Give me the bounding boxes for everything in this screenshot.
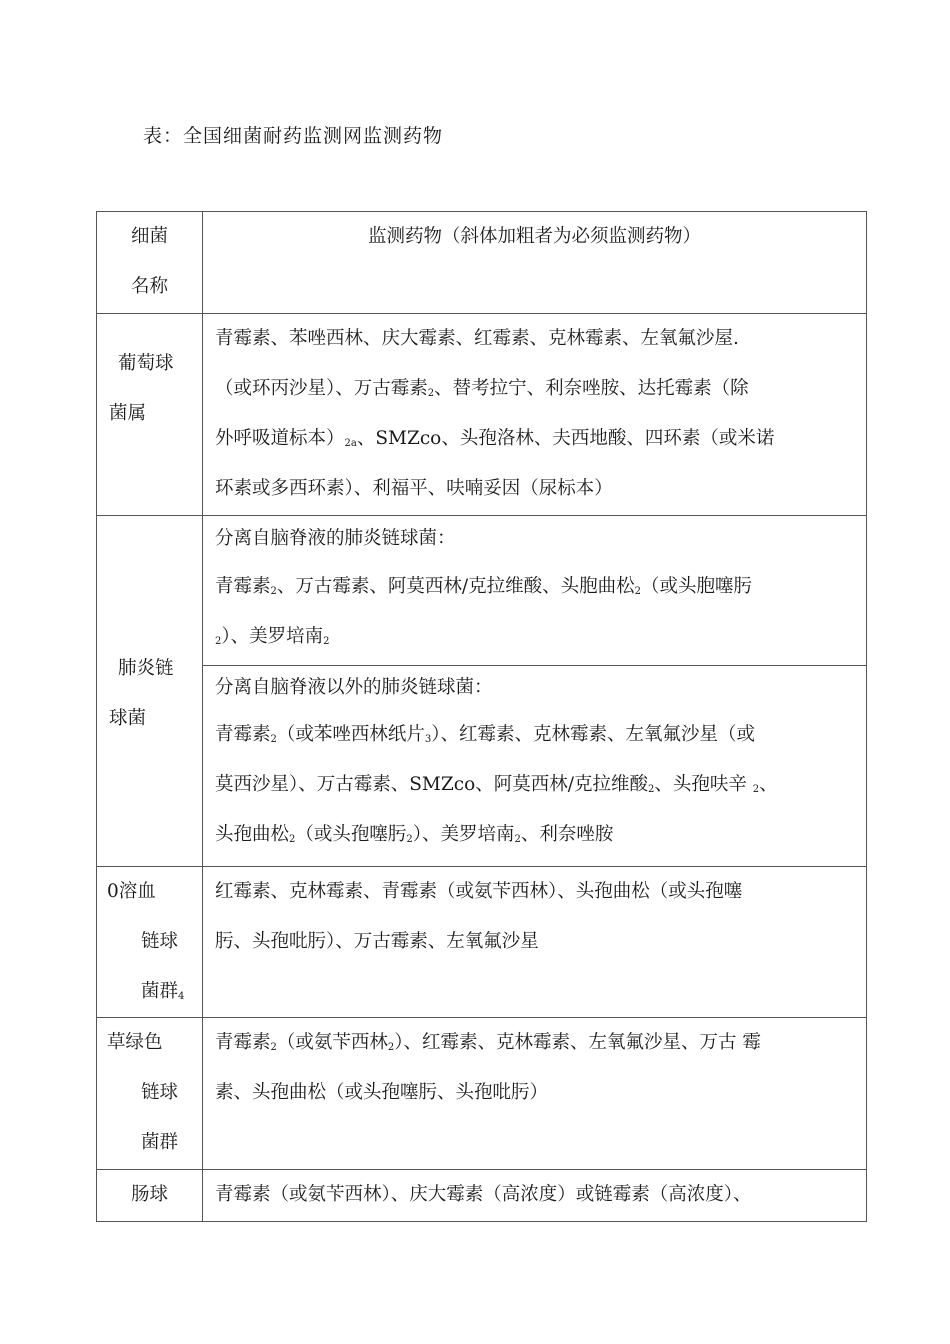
table-row-beta-streptococcus [97,867,867,1018]
header-name-line: 名称 [130,276,168,297]
drug-line: 素、头孢曲松（或头孢噻肟、头孢吡肟） [215,1082,549,1103]
bacteria-name-line: 草绿色 [107,1032,163,1053]
drug-line: 莫西沙星）、万古霉素、SMZco、阿莫西林/克拉维酸$_2$、头孢呋辛 $_2$、 [215,774,778,795]
drug-line: 红霉素、克林霉素、青霉素（或氨苄西林）、头孢曲松（或头孢噻 [215,881,743,902]
header-name-line: 细菌 [130,226,168,247]
table-row-pneumococcus-noncsf [97,666,867,867]
bacteria-name-staphylococcus [97,314,203,516]
drug-list-viridans-streptococcus [203,1018,867,1170]
table-row-viridans-streptococcus [97,1018,867,1170]
drug-list-pneumococcus-noncsf [203,666,867,867]
drug-line: 青霉素（或氨苄西林）、庆大霉素（高浓度）或链霉素（高浓度）、 [215,1184,752,1205]
bacteria-name-beta-streptococcus [97,867,203,1018]
bacteria-name-line: 0溶血 [107,881,156,902]
table-header-row [97,212,867,314]
drug-line: $_2$）、美罗培南$_2$ [215,626,330,647]
drug-line: 环素或多西环素）、利福平、呋喃妥因（尿标本） [215,478,613,499]
drug-line: （或环丙沙星）、万古霉素$_2$、替考拉宁、利奈唑胺、达托霉素（除 [215,378,749,399]
page-title: 表：全国细菌耐药监测网监测药物 [143,125,444,147]
bacteria-name-pneumococcus [97,516,203,867]
bacteria-name-line: 球菌 [109,708,147,729]
bacteria-name-line: 肺炎链 [118,658,174,679]
drug-list-staphylococcus [203,314,867,516]
drug-subheading: 分离自脑脊液的肺炎链球菌： [215,528,456,549]
drug-line: 头孢曲松$_2$（或头孢噻肟$_2$）、美罗培南$_2$、利奈唑胺 [215,824,614,845]
bacteria-name-line: 链球 [141,931,179,952]
drug-list-beta-streptococcus [203,867,867,1018]
bacteria-name-line: 肠球 [130,1184,168,1205]
bacteria-name-line: 菌群$_4$ [141,981,185,1002]
header-bacteria-name [97,212,203,314]
drug-line: 外呼吸道标本）$_{2a}$、SMZco、头孢洛林、夫西地酸、四环素（或米诺 [215,428,775,449]
header-drugs: 监测药物（斜体加粗者为必须监测药物） [203,212,867,314]
table-row-enterococcus [97,1170,867,1222]
bacteria-name-line: 葡萄球 [118,353,174,374]
bacteria-name-line: 菌群 [141,1132,179,1153]
bacteria-name-viridans-streptococcus [97,1018,203,1170]
drug-subheading: 分离自脑脊液以外的肺炎链球菌： [215,677,493,698]
drug-line: 青霉素、苯唑西林、庆大霉素、红霉素、克林霉素、左氧氟沙屋. [215,328,739,349]
table-row-staphylococcus [97,314,867,516]
drug-line: 青霉素$_2$（或氨苄西林$_2$）、红霉素、克林霉素、左氧氟沙星、万古 霉 [215,1032,761,1053]
table-row-pneumococcus-csf [97,516,867,666]
bacteria-name-enterococcus [97,1170,203,1222]
bacteria-name-line: 链球 [141,1082,179,1103]
monitoring-drug-table [96,211,867,1222]
drug-list-pneumococcus-csf [203,516,867,666]
drug-line: 肟、头孢吡肟）、万古霉素、左氧氟沙星 [215,931,539,952]
drug-line: 青霉素$_2$（或苯唑西林纸片$_3$）、红霉素、克林霉素、左氧氟沙星（或 [215,724,756,745]
drug-line: 青霉素$_2$、万古霉素、阿莫西林/克拉维酸、头胞曲松$_2$（或头胞噻肟 [215,576,753,597]
bacteria-name-line: 菌属 [109,403,147,424]
drug-list-enterococcus [203,1170,867,1222]
